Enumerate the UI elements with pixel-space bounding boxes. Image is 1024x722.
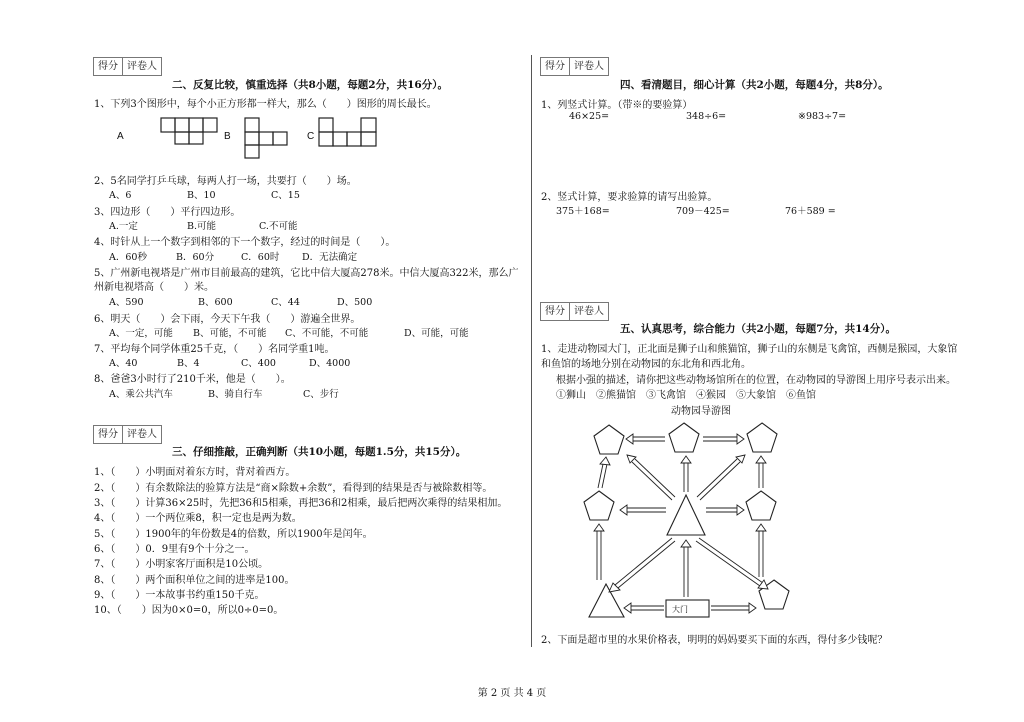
question: 1、下列3个图形中，每个小正方形都一样大，那么（ ）图形的周长最长。 <box>94 99 437 110</box>
column-divider <box>531 55 532 647</box>
question: 2、5名同学打乒乓球，每两人打一场，共要打（ ）场。 <box>94 176 357 187</box>
calc-item: 76＋589 = <box>785 206 836 217</box>
map-title: 动物园导游图 <box>671 406 731 417</box>
animal-options: ①狮山 ②熊猫馆 ③飞禽馆 ④猴园 ⑤大象馆 ⑥鱼馆 <box>556 390 816 401</box>
problem-text: 1、走进动物园大门，正北面是狮子山和熊猫馆，狮子山的东侧是飞禽馆，西侧是猴园，大象馆 <box>541 344 958 355</box>
section-title: 二、反复比较，慎重选择（共8小题，每题2分，共16分）。 <box>172 79 448 91</box>
option: B、可能，不可能 <box>193 328 267 339</box>
question: 7、平均每个同学体重25千克，（ ）名同学重1吨。 <box>94 344 335 355</box>
problem-text: 2、下面是超市里的水果价格表，明明的妈妈要买下面的东西，得付多少钱呢？ <box>541 635 888 646</box>
question: 8、爸爸3小时行了210千米，他是（ ）。 <box>94 374 291 385</box>
option: B、4 <box>177 358 200 369</box>
option: C、不可能，不可能 <box>285 328 369 339</box>
option: A、6 <box>109 190 132 201</box>
judge-item: 9、（ ）一本故事书约重150千克。 <box>94 590 265 601</box>
grader-label: 评卷人 <box>574 306 604 317</box>
question: 4、时针从上一个数字到相邻的下一个数字，经过的时间是（ ）。 <box>94 237 396 248</box>
judge-item: 4、（ ）一个两位乘8，积一定也是两为数。 <box>94 513 302 524</box>
option: B、10 <box>187 190 216 201</box>
pentagon-n <box>669 423 699 452</box>
calc-item: 348÷6= <box>686 111 727 122</box>
figure-label-b: B <box>224 131 231 142</box>
score-box <box>93 57 162 76</box>
score-label: 得分 <box>541 58 570 75</box>
option: A．60秒 <box>109 252 147 263</box>
option: A、40 <box>109 358 138 369</box>
pentagon-e <box>746 491 776 520</box>
option: D、4000 <box>309 358 351 369</box>
pentagon-w <box>584 491 614 520</box>
section-title: 五、认真思考，综合能力（共2小题，每题7分，共14分）。 <box>620 323 896 335</box>
question: 州新电视塔高（ ）米。 <box>94 282 214 293</box>
option: D、可能，可能 <box>404 328 469 339</box>
pentagon-nw <box>594 425 624 454</box>
calc-item: 46×25= <box>569 111 610 122</box>
score-box <box>540 57 609 76</box>
gate-label: 大门 <box>672 605 688 614</box>
option: B、骑自行车 <box>208 389 263 400</box>
judge-item: 3、（ ）计算36×25时，先把36和5相乘，再把36和2相乘，最后把两次乘得的结果相加。 <box>94 498 508 509</box>
judge-item: 1、（ ）小明面对着东方时，背对着西方。 <box>94 467 296 478</box>
grid-figure-a <box>160 117 220 145</box>
option: A.一定 <box>109 221 138 232</box>
problem-text: 和鱼馆的场地分别在动物园的东北角和西北角。 <box>541 359 751 370</box>
score-label: 得分 <box>94 426 123 443</box>
option: D．无法确定 <box>302 252 358 263</box>
figure-label-a: A <box>117 131 124 142</box>
question: 1、列竖式计算。（带※的要验算） <box>541 100 693 111</box>
center-triangle <box>667 495 705 535</box>
calc-item: ※983÷7= <box>798 111 847 122</box>
grader-label: 评卷人 <box>127 61 157 72</box>
judge-item: 2、（ ）有余数除法的验算方法是“商×除数+余数”，看得到的结果是否与被除数相等。 <box>94 483 493 494</box>
calc-item: 375＋168= <box>556 206 610 217</box>
question: 2、竖式计算，要求验算的请写出验算。 <box>541 192 718 203</box>
judge-item: 6、（ ）0．9里有9个十分之一。 <box>94 544 255 555</box>
zoo-map <box>580 418 810 628</box>
score-label: 得分 <box>94 58 123 75</box>
option: C、400 <box>241 358 276 369</box>
question: 5、广州新电视塔是广州市目前最高的建筑，它比中信大厦高278米。中信大厦高322米，那么广 <box>94 268 519 279</box>
score-box <box>93 425 162 444</box>
page-footer: 第 2 页 共 4 页 <box>477 688 547 699</box>
judge-item: 5、（ ）1900年的年份数是4的倍数，所以1900年是闰年。 <box>94 529 373 540</box>
question: 6、明天（ ）会下雨，今天下午我（ ）游遍全世界。 <box>94 314 361 325</box>
grader-label: 评卷人 <box>574 61 604 72</box>
pentagon-ne <box>747 423 777 452</box>
option: C、步行 <box>303 389 339 400</box>
section-title: 四、看清题目，细心计算（共2小题，每题4分，共8分）。 <box>620 79 889 91</box>
option: D、500 <box>337 297 373 308</box>
judge-item: 10、（ ）因为0×0=0，所以0÷0=0。 <box>94 605 284 616</box>
judge-item: 7、（ ）小明家客厅面积是10公顷。 <box>94 559 269 570</box>
option: A、一定，可能 <box>109 328 173 339</box>
option: A、590 <box>109 297 144 308</box>
option: B．60分 <box>176 252 215 263</box>
problem-text: 根据小强的描述，请你把这些动物场馆所在的位置，在动物园的导游图上用序号表示出来。 <box>556 375 956 386</box>
score-label: 得分 <box>541 303 570 320</box>
option: C．60时 <box>241 252 280 263</box>
grader-label: 评卷人 <box>127 429 157 440</box>
section-title: 三、仔细推敲，正确判断（共10小题，每题1.5分，共15分）。 <box>172 446 467 458</box>
figure-label-c: C <box>307 131 315 142</box>
grid-figure-c <box>318 117 380 147</box>
option: C、15 <box>271 190 300 201</box>
calc-item: 709－425= <box>676 206 730 217</box>
option: B.可能 <box>187 221 217 232</box>
grid-figure-b <box>244 117 288 159</box>
score-box <box>540 302 609 321</box>
option: B、600 <box>198 297 233 308</box>
option: A、乘公共汽车 <box>109 389 173 400</box>
question: 3、四边形（ ）平行四边形。 <box>94 207 241 218</box>
option: C、44 <box>271 297 300 308</box>
option: C.不可能 <box>259 221 298 232</box>
judge-item: 8、（ ）两个面积单位之间的进率是100。 <box>94 575 295 586</box>
